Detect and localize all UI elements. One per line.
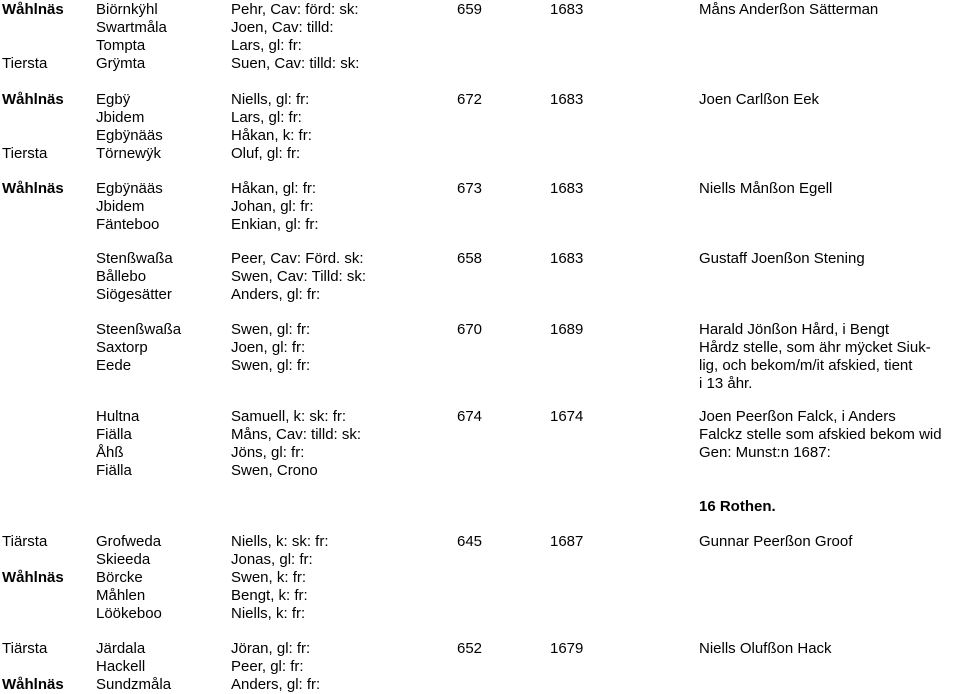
farm-cell: Järdala (96, 640, 146, 657)
soldier-cell: Swen, k: fr: (231, 569, 307, 586)
roll-line (0, 605, 959, 623)
soldier-cell: Håkan, gl: fr: (231, 180, 317, 197)
soldier-cell: Niells, gl: fr: (231, 91, 310, 108)
farm-cell: Fänteboo (96, 216, 160, 233)
farm-cell: Egbÿnääs (96, 127, 163, 144)
farm-cell: Fiälla (96, 462, 132, 479)
roll-line (0, 91, 959, 109)
roll-line (0, 408, 959, 426)
parish-cell: Wåhlnäs (2, 1, 64, 18)
soldier-cell: Swen, gl: fr: (231, 357, 311, 374)
num-cell: 645 (457, 533, 483, 550)
roll-line (0, 268, 959, 286)
soldier-cell: Bengt, k: fr: (231, 587, 308, 604)
roll-line (0, 216, 959, 234)
section-heading: 16 Rothen. (699, 498, 776, 515)
roll-line (0, 109, 959, 127)
farm-cell: Hultna (96, 408, 140, 425)
farm-cell: Skieeda (96, 551, 151, 568)
roll-line (0, 640, 959, 658)
roll-line (0, 37, 959, 55)
officer-cell: Falckz stelle som afskied bekom wid (699, 426, 942, 443)
soldier-cell: Håkan, k: fr: (231, 127, 312, 144)
soldier-cell: Joen, gl: fr: (231, 339, 306, 356)
officer-cell: Gen: Munst:n 1687: (699, 444, 831, 461)
parish-cell: Tiärsta (2, 640, 48, 657)
roll-line (0, 198, 959, 216)
roll-line (0, 551, 959, 569)
farm-cell: Åhß (96, 444, 124, 461)
roll-line (0, 569, 959, 587)
year-cell: 1689 (550, 321, 584, 338)
officer-cell: Niells Månßon Egell (699, 180, 833, 197)
farm-cell: Siögesätter (96, 286, 172, 303)
soldier-cell: Peer, gl: fr: (231, 658, 304, 675)
year-cell: 1674 (550, 408, 584, 425)
roll-line (0, 339, 959, 357)
farm-cell: Bållebo (96, 268, 147, 285)
farm-cell: Stenßwaßa (96, 250, 173, 267)
soldier-cell: Anders, gl: fr: (231, 676, 321, 693)
roll-line (0, 375, 959, 393)
parish-cell: Tiersta (2, 55, 48, 72)
farm-cell: Saxtorp (96, 339, 148, 356)
num-cell: 658 (457, 250, 483, 267)
farm-cell: Grofweda (96, 533, 162, 550)
farm-cell: Jbidem (96, 109, 145, 126)
farm-cell: Börcke (96, 569, 143, 586)
officer-cell: Gunnar Peerßon Groof (699, 533, 853, 550)
officer-cell: i 13 åhr. (699, 375, 753, 392)
officer-cell: Harald Jönßon Hård, i Bengt (699, 321, 890, 338)
roll-line (0, 533, 959, 551)
farm-cell: Swartmåla (96, 19, 167, 36)
year-cell: 1683 (550, 91, 584, 108)
officer-cell: Hårdz stelle, som ähr mÿcket Siuk- (699, 339, 931, 356)
officer-cell: lig, och bekom/m/it afskied, tient (699, 357, 913, 374)
farm-cell: Sundzmåla (96, 676, 172, 693)
soldier-cell: Johan, gl: fr: (231, 198, 314, 215)
farm-cell: Grÿmta (96, 55, 146, 72)
roll-line (0, 658, 959, 676)
soldier-cell: Jöran, gl: fr: (231, 640, 311, 657)
soldier-cell: Peer, Cav: Förd. sk: (231, 250, 364, 267)
roll-line (0, 19, 959, 37)
roll-line (0, 180, 959, 198)
officer-cell: Joen Carlßon Eek (699, 91, 820, 108)
roll-line (0, 587, 959, 605)
parish-cell: Wåhlnäs (2, 91, 64, 108)
year-cell: 1687 (550, 533, 584, 550)
roll-line (0, 55, 959, 73)
soldier-cell: Swen, Crono (231, 462, 318, 479)
year-cell: 1683 (550, 250, 584, 267)
year-cell: 1679 (550, 640, 584, 657)
soldier-cell: Swen, gl: fr: (231, 321, 311, 338)
officer-cell: Måns Anderßon Sätterman (699, 1, 879, 18)
soldier-cell: Anders, gl: fr: (231, 286, 321, 303)
soldier-cell: Samuell, k: sk: fr: (231, 408, 347, 425)
soldier-cell: Swen, Cav: Tilld: sk: (231, 268, 367, 285)
roll-line (0, 357, 959, 375)
roll-line (0, 1, 959, 19)
soldier-cell: Jonas, gl: fr: (231, 551, 313, 568)
parish-cell: Wåhlnäs (2, 569, 64, 586)
farm-cell: Egbÿ (96, 91, 131, 108)
farm-cell: Löökeboo (96, 605, 162, 622)
farm-cell: Jbidem (96, 198, 145, 215)
num-cell: 652 (457, 640, 483, 657)
soldier-cell: Niells, k: sk: fr: (231, 533, 329, 550)
soldier-cell: Joen, Cav: tilld: (231, 19, 334, 36)
farm-cell: Måhlen (96, 587, 146, 604)
farm-cell: Fiälla (96, 426, 132, 443)
farm-cell: Egbÿnääs (96, 180, 163, 197)
farm-cell: Hackell (96, 658, 146, 675)
officer-cell: Gustaff Joenßon Stening (699, 250, 865, 267)
parish-cell: Tiersta (2, 145, 48, 162)
num-cell: 674 (457, 408, 483, 425)
soldier-cell: Lars, gl: fr: (231, 37, 302, 54)
year-cell: 1683 (550, 180, 584, 197)
soldier-cell: Pehr, Cav: förd: sk: (231, 1, 359, 18)
roll-line (0, 286, 959, 304)
roll-line (0, 462, 959, 480)
farm-cell: Eede (96, 357, 132, 374)
year-cell: 1683 (550, 1, 584, 18)
roll-line (0, 127, 959, 145)
soldier-cell: Måns, Cav: tilld: sk: (231, 426, 362, 443)
roll-line (0, 426, 959, 444)
soldier-cell: Oluf, gl: fr: (231, 145, 301, 162)
num-cell: 659 (457, 1, 483, 18)
roll-line (0, 145, 959, 163)
farm-cell: Steenßwaßa (96, 321, 182, 338)
soldier-cell: Suen, Cav: tilld: sk: (231, 55, 360, 72)
parish-cell: Wåhlnäs (2, 180, 64, 197)
soldier-cell: Lars, gl: fr: (231, 109, 302, 126)
roll-line (0, 321, 959, 339)
farm-cell: Biörnkÿhl (96, 1, 158, 18)
soldier-cell: Jöns, gl: fr: (231, 444, 305, 461)
num-cell: 672 (457, 91, 483, 108)
num-cell: 670 (457, 321, 483, 338)
parish-cell: Wåhlnäs (2, 676, 64, 693)
roll-line (0, 676, 959, 694)
roll-line (0, 444, 959, 462)
officer-cell: Niells Olufßon Hack (699, 640, 832, 657)
roll-line (0, 250, 959, 268)
soldier-cell: Enkian, gl: fr: (231, 216, 319, 233)
parish-cell: Tiärsta (2, 533, 48, 550)
officer-cell: Joen Peerßon Falck, i Anders (699, 408, 896, 425)
soldier-cell: Niells, k: fr: (231, 605, 306, 622)
farm-cell: Törnewÿk (96, 145, 162, 162)
farm-cell: Tompta (96, 37, 146, 54)
num-cell: 673 (457, 180, 483, 197)
